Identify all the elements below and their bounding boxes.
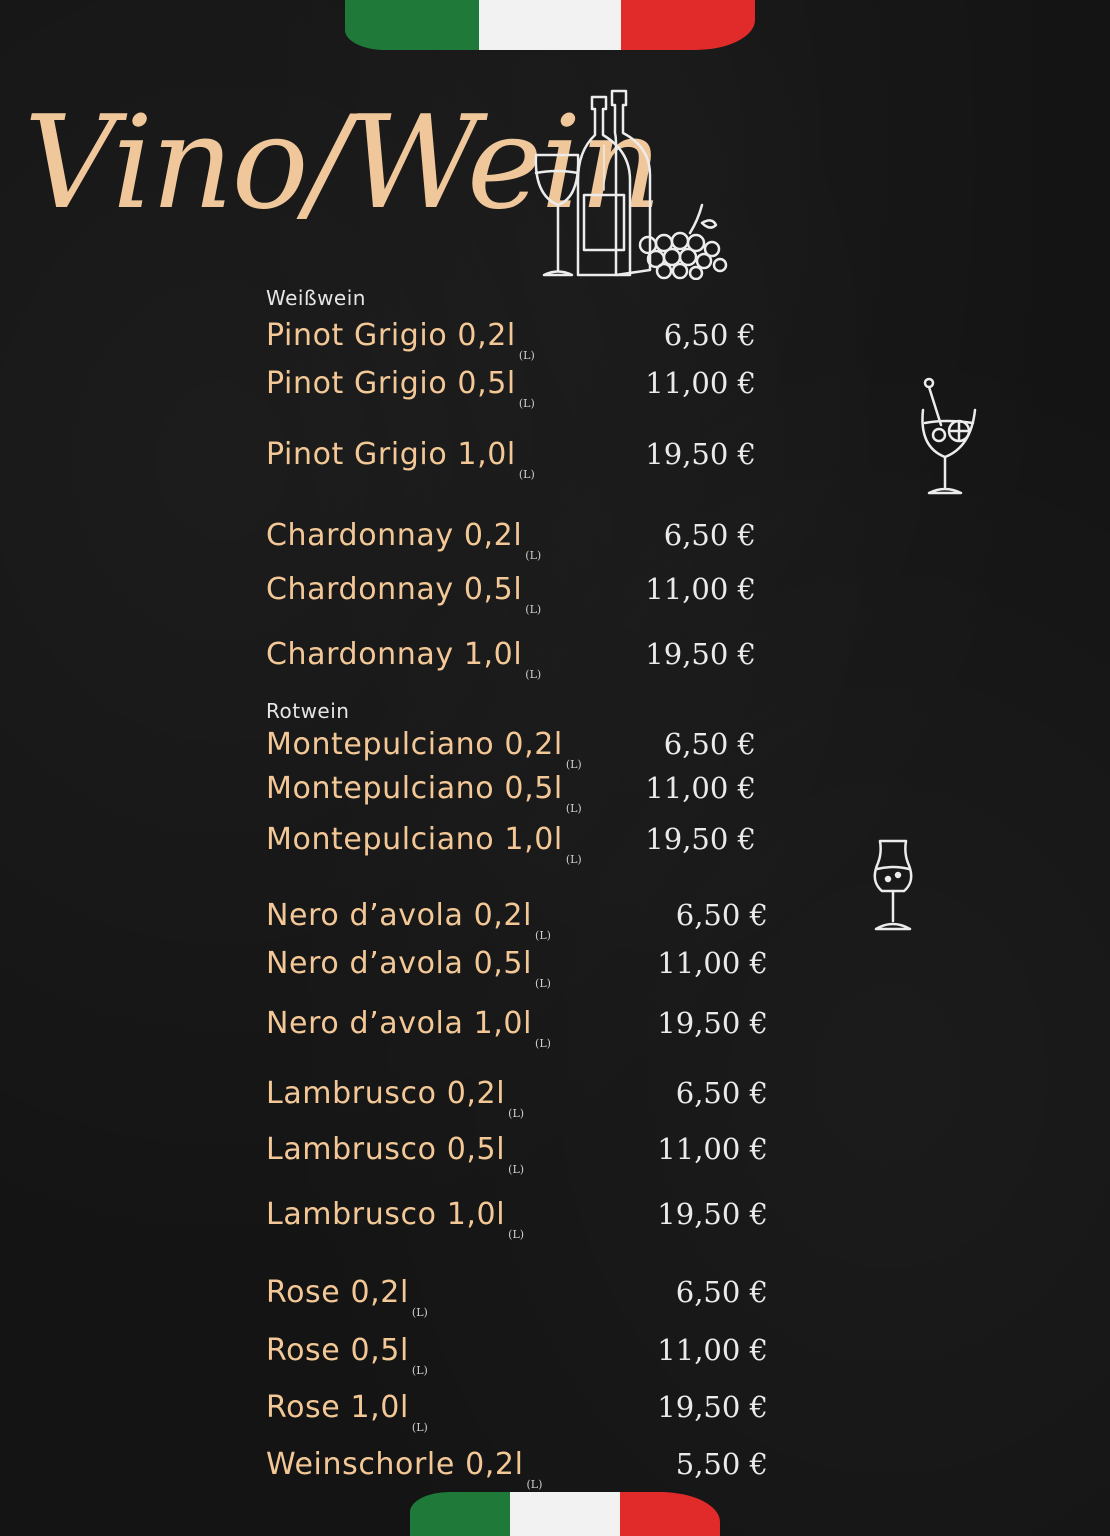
allergen-mark: (L)	[508, 1107, 525, 1120]
menu-item-name-text: Nero d’avola 0,2l	[266, 898, 533, 933]
menu-item	[266, 1333, 768, 1377]
allergen-mark: (L)	[525, 549, 542, 562]
menu-item-name-text: Lambrusco 0,2l	[266, 1076, 506, 1111]
grappa-glass-icon	[868, 833, 918, 938]
menu-item-name-text: Nero d’avola 0,5l	[266, 946, 533, 981]
menu-item-price: 11,00 €	[645, 771, 756, 805]
menu-item-name	[266, 898, 551, 942]
wine-bottles-illustration-icon	[530, 85, 730, 280]
menu-item-price: 6,50 €	[675, 898, 768, 932]
menu-item-price: 19,50 €	[645, 437, 756, 471]
menu-item-price: 11,00 €	[645, 366, 756, 400]
menu-item	[266, 437, 756, 481]
section-red-wine: Rotwein	[266, 699, 350, 723]
menu-item-name-text: Pinot Grigio 1,0l	[266, 437, 516, 472]
menu-item	[266, 1275, 768, 1319]
menu-item-name-text: Pinot Grigio 0,5l	[266, 366, 516, 401]
menu-item-name-text: Lambrusco 1,0l	[266, 1197, 506, 1232]
allergen-mark: (L)	[565, 853, 582, 866]
allergen-mark: (L)	[508, 1228, 525, 1241]
menu-item-price: 6,50 €	[663, 318, 756, 352]
allergen-mark: (L)	[518, 349, 535, 362]
menu-item-name-text: Pinot Grigio 0,2l	[266, 318, 516, 353]
menu-item-name-text: Montepulciano 0,2l	[266, 727, 563, 762]
menu-item-name	[266, 1197, 525, 1241]
menu-item-price: 19,50 €	[657, 1197, 768, 1231]
menu-item-price: 19,50 €	[657, 1006, 768, 1040]
menu-item-name-text: Rose 1,0l	[266, 1390, 409, 1425]
menu-item	[266, 1390, 768, 1434]
allergen-mark: (L)	[565, 758, 582, 771]
menu-item-name	[266, 1390, 428, 1434]
menu-item	[266, 1132, 768, 1176]
menu-item-name	[266, 572, 542, 616]
menu-item-name	[266, 946, 551, 990]
allergen-mark: (L)	[565, 802, 582, 815]
menu-item	[266, 898, 768, 942]
menu-item	[266, 637, 756, 681]
menu-item-name-text: Montepulciano 0,5l	[266, 771, 563, 806]
menu-item-price: 6,50 €	[675, 1275, 768, 1309]
menu-item-name-text: Rose 0,5l	[266, 1333, 409, 1368]
menu-item	[266, 1006, 768, 1050]
menu-item	[266, 366, 756, 410]
italian-flag-bottom-icon	[410, 1492, 720, 1536]
menu-item-name	[266, 1076, 525, 1120]
allergen-mark: (L)	[535, 1037, 551, 1050]
allergen-mark: (L)	[518, 468, 535, 481]
menu-item-name-text: Chardonnay 0,2l	[266, 518, 523, 553]
menu-item-name	[266, 518, 542, 562]
italian-flag-top-icon	[345, 0, 755, 50]
menu-item-name	[266, 727, 582, 771]
menu-item	[266, 518, 756, 562]
allergen-mark: (L)	[411, 1364, 428, 1377]
menu-item	[266, 1447, 768, 1491]
menu-item	[266, 572, 756, 616]
menu-item-name	[266, 366, 535, 410]
menu-item-name-text: Nero d’avola 1,0l	[266, 1006, 533, 1041]
menu-item	[266, 1076, 768, 1120]
allergen-mark: (L)	[525, 603, 542, 616]
allergen-mark: (L)	[535, 977, 551, 990]
allergen-mark: (L)	[411, 1421, 428, 1434]
menu-item-name	[266, 822, 582, 866]
menu-item-price: 5,50 €	[675, 1447, 768, 1481]
menu-item-price: 11,00 €	[645, 572, 756, 606]
menu-item-price: 11,00 €	[657, 946, 768, 980]
allergen-mark: (L)	[508, 1163, 525, 1176]
menu-item-name-text: Montepulciano 1,0l	[266, 822, 563, 857]
menu-item-price: 6,50 €	[663, 518, 756, 552]
section-white-wine: Weißwein	[266, 286, 366, 310]
menu-item-price: 11,00 €	[657, 1132, 768, 1166]
menu-item	[266, 727, 756, 771]
menu-item	[266, 771, 756, 815]
menu-item-name	[266, 437, 535, 481]
menu-item	[266, 822, 756, 866]
menu-item-price: 6,50 €	[675, 1076, 768, 1110]
allergen-mark: (L)	[525, 668, 542, 681]
menu-item-price: 19,50 €	[645, 637, 756, 671]
menu-item-price: 11,00 €	[657, 1333, 768, 1367]
menu-item-name-text: Weinschorle 0,2l	[266, 1447, 524, 1482]
menu-item-price: 6,50 €	[663, 727, 756, 761]
menu-item-name-text: Lambrusco 0,5l	[266, 1132, 506, 1167]
menu-item-name-text: Chardonnay 1,0l	[266, 637, 523, 672]
menu-item	[266, 318, 756, 362]
menu-item-name	[266, 1006, 551, 1050]
menu-item	[266, 1197, 768, 1241]
menu-item-name	[266, 1447, 543, 1491]
menu-item-name	[266, 1333, 428, 1377]
menu-item-price: 19,50 €	[645, 822, 756, 856]
menu-item-name	[266, 318, 535, 362]
menu-item-name	[266, 771, 582, 815]
allergen-mark: (L)	[411, 1306, 428, 1319]
menu-title: Vino/Wein	[24, 89, 660, 238]
menu-item	[266, 946, 768, 990]
menu-item-price: 19,50 €	[657, 1390, 768, 1424]
menu-item-name	[266, 637, 542, 681]
menu-item-name-text: Rose 0,2l	[266, 1275, 409, 1310]
menu-item-name	[266, 1132, 525, 1176]
allergen-mark: (L)	[526, 1478, 543, 1491]
menu-item-name	[266, 1275, 428, 1319]
allergen-mark: (L)	[535, 929, 551, 942]
allergen-mark: (L)	[518, 397, 535, 410]
cocktail-glass-icon	[915, 375, 981, 500]
menu-item-name-text: Chardonnay 0,5l	[266, 572, 523, 607]
